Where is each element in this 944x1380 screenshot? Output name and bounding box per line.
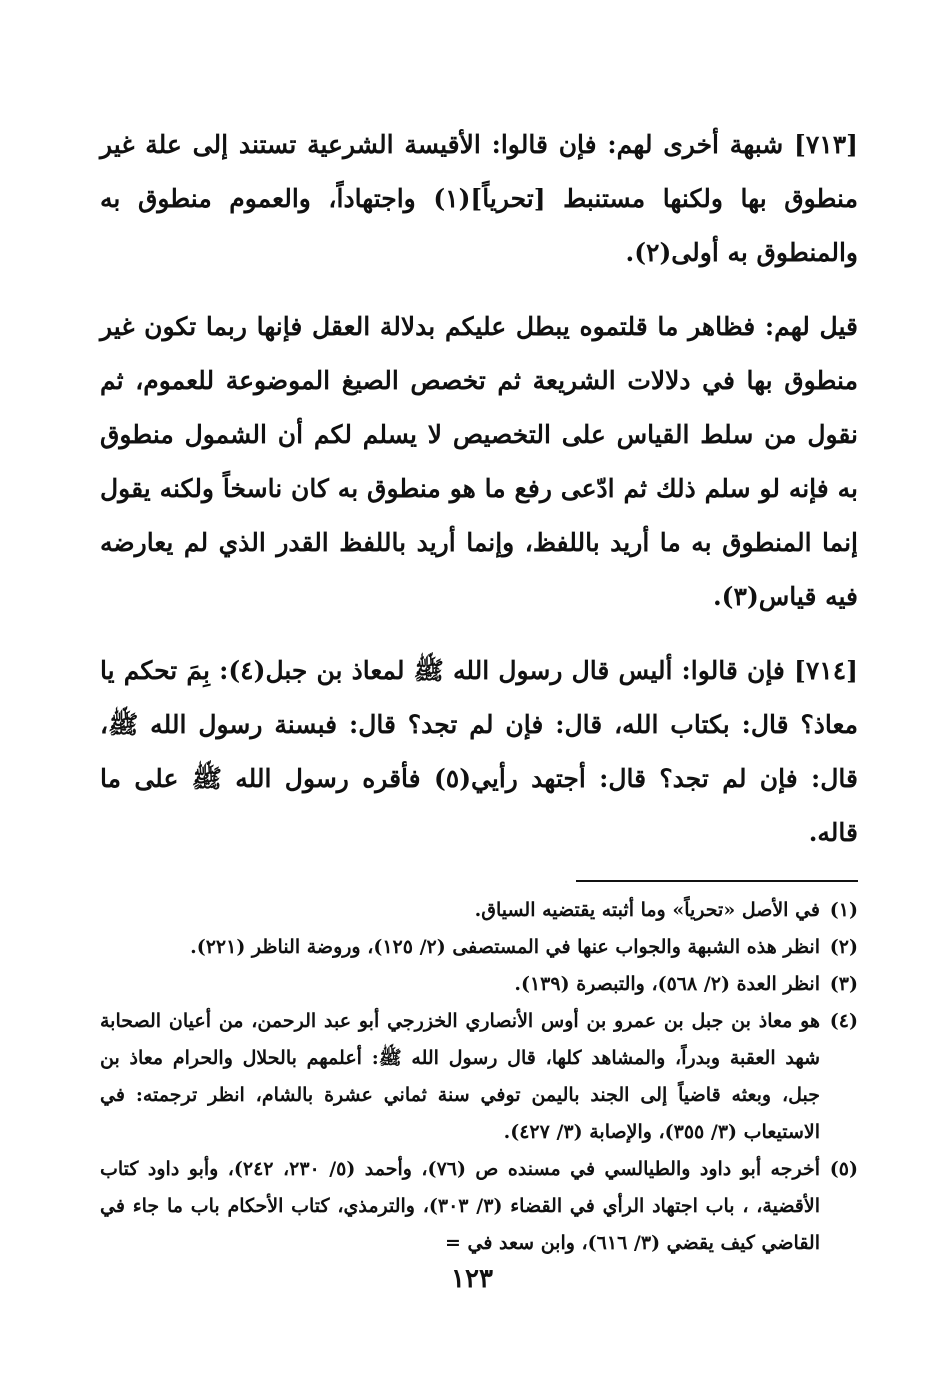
footnote-text: أخرجه أبو داود والطيالسي في مسنده ص (٧٦)، وأحمد (٥/ ٢٣٠، ٢٤٢)، وأبو داود كتاب الأقضية، ، باب اجتهاد الرأي في القضاء (٣/ ٣٠٣)، والترمذي، كتاب الأحكام باب ما جاء في القاضي كيف يقضي (٣/ ٦١٦)، وابن سعد في = xyxy=(100,1158,821,1254)
footnote-number: (٣) xyxy=(829,973,858,995)
footnote-text: انظر هذه الشبهة والجواب عنها في المستصفى (٢/ ١٢٥)، وروضة الناظر (٢٢١). xyxy=(190,936,820,958)
footnote-number: (٢) xyxy=(829,936,858,958)
book-page xyxy=(100,118,858,1318)
footnote-1 xyxy=(100,892,858,929)
footnote-text: في الأصل «تحرياً» وما أثبته يقتضيه السياق. xyxy=(474,899,820,921)
footnote-text: انظر العدة (٢/ ٥٦٨)، والتبصرة (١٣٩). xyxy=(514,973,820,995)
page-number: ١٢٣ xyxy=(451,1264,493,1294)
footnote-number: (٥) xyxy=(829,1158,858,1180)
footnote-number: (١) xyxy=(829,899,858,921)
footnote-text: هو معاذ بن جبل بن عمرو بن أوس الأنصاري الخزرجي أبو عبد الرحمن، من أعيان الصحابة شهد العقبة وبدراً، والمشاهد كلها، قال رسول الله ﷺ: أعلمهم بالحلال والحرام معاذ بن جبل، وبعثه قاضياً إلى الجند باليمن توفي سنة ثماني عشرة بالشام، انظر ترجمته: في الاستيعاب (٣/ ٣٥٥)، والإصابة (٣/ ٤٢٧). xyxy=(100,1010,820,1143)
footnote-2 xyxy=(100,929,858,966)
footnote-4 xyxy=(100,1003,858,1151)
footnote-5 xyxy=(100,1151,858,1262)
paragraph-714: [٧١٤] فإن قالوا: أليس قال رسول الله ﷺ لمعاذ بن جبل(٤): بِمَ تحكم يا معاذ؟ قال: بكتاب الله، قال: فإن لم تجد؟ قال: فبسنة رسول الله ﷺ، قال: فإن لم تجد؟ قال: أجتهد رأيي(٥) فأقره رسول الله ﷺ على ما قاله. xyxy=(100,656,858,847)
footnote-number: (٤) xyxy=(829,1010,858,1032)
footnotes-section xyxy=(100,892,858,1262)
paragraph-reply: قيل لهم: فظاهر ما قلتموه يبطل عليكم بدلالة العقل فإنها ربما تكون غير منطوق بها في دلالات الشريعة ثم تخصص الصيغ الموضوعة للعموم، ثم نقول من سلط القياس على التخصيص لا يسلم لكم أن الشمول منطوق به فإنه لو سلم ذلك ثم ادّعى رفع ما هو منطوق به كان ناسخاً ولكنه يقول إنما المنطوق به ما أريد باللفظ، وإنما أريد باللفظ القدر الذي لم يعارضه فيه قياس(٣). xyxy=(100,312,858,611)
paragraph-713: [٧١٣] شبهة أخرى لهم: فإن قالوا: الأقيسة الشرعية تستند إلى علة غير منطوق بها ولكنها مستنبط [تحرياً](١) واجتهاداً، والعموم منطوق به والمنطوق به أولى(٢). xyxy=(100,130,858,267)
footnote-3 xyxy=(100,966,858,1003)
footnote-divider xyxy=(576,880,858,882)
